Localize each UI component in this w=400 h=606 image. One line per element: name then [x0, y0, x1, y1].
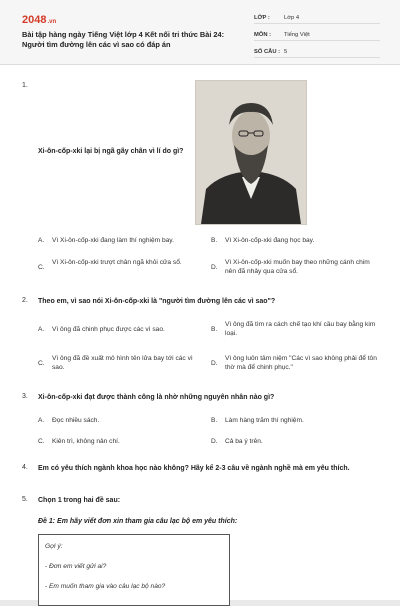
option-text: Kiên trì, không nản chí.	[52, 438, 120, 445]
meta-panel	[254, 12, 380, 63]
question-subprompt: Đề 1: Em hãy viết đơn xin tham gia câu lạc bộ em yêu thích:	[38, 518, 238, 525]
meta-value: Tiếng Việt	[284, 31, 310, 38]
option-text: Vì ông đã tìm ra cách chế tạo khí cầu bay bằng kim loại.	[225, 321, 376, 337]
meta-value: 5	[284, 48, 288, 55]
meta-key: MÔN :	[254, 31, 272, 38]
option-text: Vì Xi-ôn-cốp-xki muốn bay theo những cánh chim nên đã nhảy qua cửa sổ.	[225, 259, 370, 275]
question-number: 1.	[22, 82, 28, 89]
option-text: Vì Xi-ôn-cốp-xki đang làm thí nghiệm bay.	[52, 237, 174, 244]
option-letter: A.	[38, 326, 45, 333]
option-letter: C.	[38, 264, 45, 271]
option-letter: D.	[211, 360, 218, 367]
option-letter: A.	[38, 417, 45, 424]
question-number: 2.	[22, 297, 28, 304]
option-text: Vì ông đã đề xuất mô hình tên lửa bay tới các vì sao.	[52, 355, 193, 371]
site-logo[interactable]	[22, 14, 56, 26]
option-letter: D.	[211, 438, 218, 445]
option-text: Vì Xi-ôn-cốp-xki trượt chân ngã khỏi cửa sổ.	[52, 259, 182, 266]
meta-row-count	[254, 46, 380, 58]
option-letter: C.	[38, 360, 45, 367]
question-text: Xi-ôn-cốp-xki lại bị ngã gãy chân vì lí do gì?	[38, 148, 184, 155]
hint-line: - Đơn em viết gửi ai?	[45, 563, 107, 570]
option-letter: B.	[211, 237, 218, 244]
hint-line: Gợi ý:	[45, 543, 63, 550]
question-text: Theo em, vì sao nói Xi-ôn-cốp-xki là "người tìm đường lên các vì sao"?	[38, 298, 276, 305]
meta-key: LỚP :	[254, 14, 270, 21]
option-text: Làm hàng trăm thí nghiệm.	[225, 417, 304, 424]
option-text: Vì ông đã chinh phục được các vì sao.	[52, 326, 165, 333]
question-text: Chọn 1 trong hai đề sau:	[38, 497, 121, 504]
logo-main: 2048	[22, 14, 47, 26]
option-text: Vì ông luôn tâm niệm "Các vì sao không phải để tôn thờ mà để chinh phục."	[225, 355, 377, 371]
page-title: Bài tập hàng ngày Tiếng Việt lớp 4 Kết nối tri thức Bài 24: Người tìm đường lên các vì sao có đáp án	[22, 30, 225, 49]
option-letter: A.	[38, 237, 45, 244]
option-text: Vì Xi-ôn-cốp-xki đang học bay.	[225, 237, 315, 244]
option-letter: C.	[38, 438, 45, 445]
question-number: 4.	[22, 464, 28, 471]
meta-key: SỐ CÂU :	[254, 48, 281, 55]
question-number: 3.	[22, 393, 28, 400]
question-text: Em có yêu thích ngành khoa học nào không? Hãy kể 2-3 câu về ngành nghề mà em yêu thích.	[38, 465, 350, 472]
meta-row-subject	[254, 29, 380, 41]
option-text: Đọc nhiều sách.	[52, 417, 100, 424]
portrait-photo	[195, 80, 307, 225]
hint-box	[38, 534, 230, 606]
question-text: Xi-ôn-cốp-xki đạt được thành công là nhờ những nguyên nhân nào gì?	[38, 394, 275, 401]
meta-value: Lớp 4	[284, 14, 300, 21]
option-text: Cả ba ý trên.	[225, 438, 263, 445]
option-letter: D.	[211, 264, 218, 271]
logo-suffix: .vn	[47, 19, 57, 25]
meta-row-grade	[254, 12, 380, 24]
page-header	[0, 0, 400, 65]
portrait-illustration	[196, 81, 306, 224]
question-number: 5.	[22, 496, 28, 503]
option-letter: B.	[211, 417, 218, 424]
option-letter: B.	[211, 326, 218, 333]
hint-line: - Em muốn tham gia vào câu lạc bộ nào?	[45, 583, 166, 590]
